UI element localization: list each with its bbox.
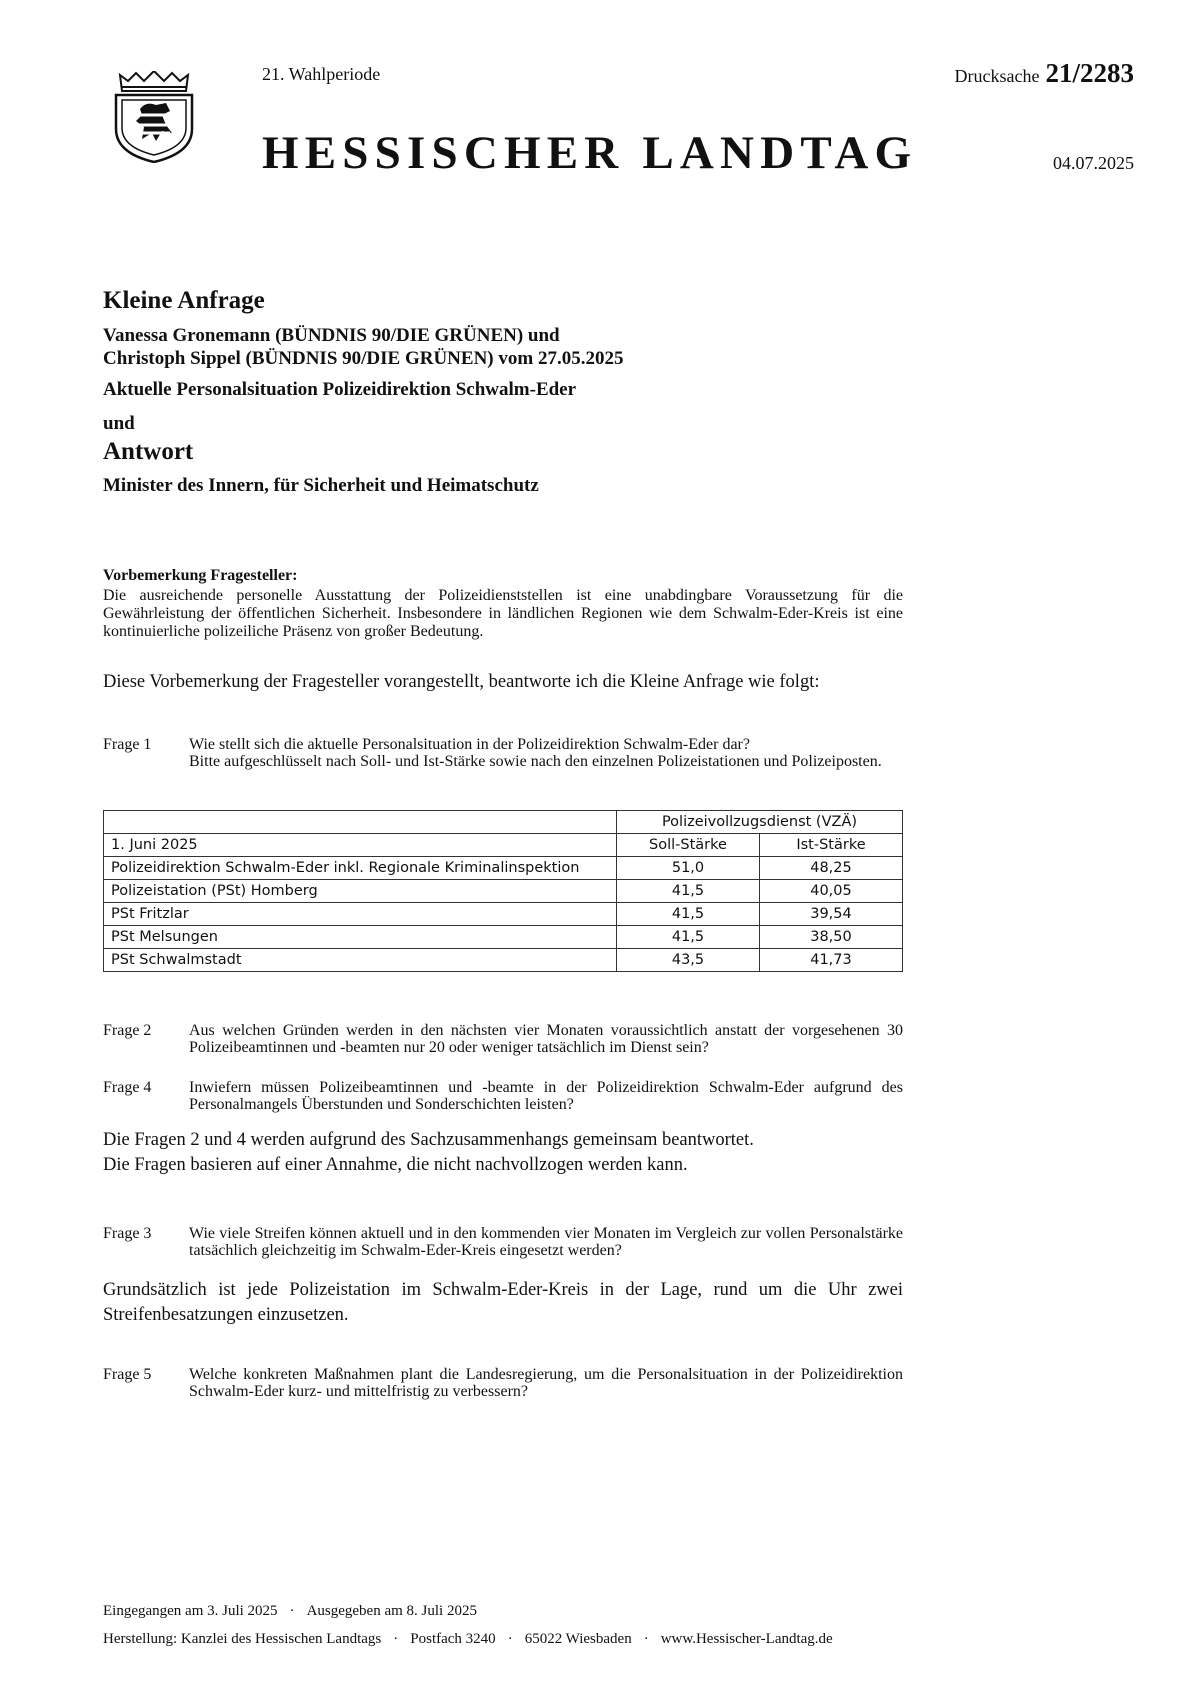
vorbemerkung-text: Die ausreichende personelle Ausstattung der Polizeidienststellen ist eine unabdingbare Voraussetzung für die Gewährleistung der öffentlichen Sicherheit. Insbesondere in ländlichen Regionen wie dem Schwalm-Eder-Kreis ist eine kontinuierliche polizeiliche Präsenz von großer Bedeutung. xyxy=(103,587,903,640)
row-name: PSt Schwalmstadt xyxy=(104,949,617,972)
page-title: HESSISCHER LANDTAG xyxy=(262,127,918,179)
frage-4-text: Inwiefern müssen Polizeibeamtinnen und -beamte in der Polizeidirektion Schwalm-Eder aufgrund des Personalmangels Überstunden und Sonderschichten leisten? xyxy=(189,1079,903,1113)
ort: 65022 Wiesbaden xyxy=(524,1631,632,1647)
frage-1-line-1: Wie stellt sich die aktuelle Personalsituation in der Polizeidirektion Schwalm-Eder dar? xyxy=(189,736,750,753)
antwort-3: Grundsätzlich ist jede Polizeistation im Schwalm-Eder-Kreis in der Lage, rund um die Uhr zwei Streifenbesatzungen einzusetzen. xyxy=(103,1280,903,1325)
drucksache-number xyxy=(955,58,1134,89)
drucksache-nr: 21/2283 xyxy=(1045,58,1134,88)
col-soll-header: Soll-Stärke xyxy=(617,834,760,857)
eingegangen: Eingegangen am 3. Juli 2025 xyxy=(103,1603,278,1619)
table-row xyxy=(104,880,903,903)
table-row xyxy=(104,949,903,972)
herstellung: Herstellung: Kanzlei des Hessischen Landtags xyxy=(103,1631,382,1647)
row-name: PSt Fritzlar xyxy=(104,903,617,926)
minister-line: Minister des Innern, für Sicherheit und Heimatschutz xyxy=(103,475,539,496)
row-ist: 48,25 xyxy=(760,857,903,880)
frage-5 xyxy=(103,1366,903,1400)
group-header: Polizeivollzugsdienst (VZÄ) xyxy=(617,811,903,834)
row-soll: 41,5 xyxy=(617,880,760,903)
separator: · xyxy=(289,1603,295,1619)
frage-1-line-2: Bitte aufgeschlüsselt nach Soll- und Ist-Stärke sowie nach den einzelnen Polizeistationen und Polizeiposten. xyxy=(189,753,882,770)
kleine-anfrage-heading: Kleine Anfrage xyxy=(103,287,265,314)
frage-4 xyxy=(103,1079,903,1113)
footer xyxy=(103,1597,833,1653)
col-ist-header: Ist-Stärke xyxy=(760,834,903,857)
table-row xyxy=(104,857,903,880)
table-header-row-1 xyxy=(104,811,903,834)
frage-5-label: Frage 5 xyxy=(103,1366,152,1383)
separator: · xyxy=(393,1631,399,1647)
author-line-2: Christoph Sippel (BÜNDNIS 90/DIE GRÜNEN) vom 27.05.2025 xyxy=(103,348,624,369)
frage-1 xyxy=(103,736,903,770)
row-name: PSt Melsungen xyxy=(104,926,617,949)
frage-2-text: Aus welchen Gründen werden in den nächsten vier Monaten voraussichtlich anstatt der vorgesehenen 30 Polizeibeamtinnen und -beamten nur 20 oder weniger tatsächlich im Dienst sein? xyxy=(189,1022,903,1056)
row-name: Polizeistation (PSt) Homberg xyxy=(104,880,617,903)
frage-3 xyxy=(103,1225,903,1259)
vorbemerkung xyxy=(103,567,903,641)
vorbemerkung-title: Vorbemerkung Fragesteller: xyxy=(103,567,298,584)
heading-block xyxy=(103,286,623,497)
antwort-2-4 xyxy=(103,1128,903,1178)
frage-2-label: Frage 2 xyxy=(103,1022,152,1039)
row-ist: 39,54 xyxy=(760,903,903,926)
separator: · xyxy=(643,1631,649,1647)
table-empty-cell xyxy=(104,811,617,834)
postfach: Postfach 3240 xyxy=(410,1631,496,1647)
date-label: 1. Juni 2025 xyxy=(104,834,617,857)
frage-4-label: Frage 4 xyxy=(103,1079,152,1096)
row-soll: 51,0 xyxy=(617,857,760,880)
table-row xyxy=(104,903,903,926)
website-link[interactable]: www.Hessischer-Landtag.de xyxy=(660,1631,833,1647)
row-soll: 43,5 xyxy=(617,949,760,972)
drucksache-label: Drucksache xyxy=(954,66,1040,86)
ausgegeben: Ausgegeben am 8. Juli 2025 xyxy=(306,1603,477,1619)
row-soll: 41,5 xyxy=(617,926,760,949)
antwort-2-4-line-2: Die Fragen basieren auf einer Annahme, die nicht nachvollzogen werden kann. xyxy=(103,1155,688,1175)
frage-3-label: Frage 3 xyxy=(103,1225,152,1242)
row-ist: 41,73 xyxy=(760,949,903,972)
row-ist: 40,05 xyxy=(760,880,903,903)
frage-1-label: Frage 1 xyxy=(103,736,152,753)
hessen-coat-of-arms-icon xyxy=(112,71,196,163)
frage-5-text: Welche konkreten Maßnahmen plant die Landesregierung, um die Personalsituation in der Polizeidirektion Schwalm-Eder kurz- und mittelfristig zu verbessern? xyxy=(189,1366,903,1400)
frage-2 xyxy=(103,1022,903,1056)
table-header-row-2 xyxy=(104,834,903,857)
personal-table xyxy=(103,810,903,972)
antwort-2-4-line-1: Die Fragen 2 und 4 werden aufgrund des Sachzusammenhangs gemeinsam beantwortet. xyxy=(103,1130,754,1150)
und-label: und xyxy=(103,413,135,434)
separator: · xyxy=(507,1631,513,1647)
footer-line-2 xyxy=(103,1625,833,1653)
row-name: Polizeidirektion Schwalm-Eder inkl. Regionale Kriminalinspektion xyxy=(104,857,617,880)
table-row xyxy=(104,926,903,949)
frage-3-text: Wie viele Streifen können aktuell und in den kommenden vier Monaten im Vergleich zur vollen Personalstärke tatsächlich gleichzeitig im Schwalm-Eder-Kreis eingesetzt werden? xyxy=(189,1225,903,1259)
antwort-intro: Diese Vorbemerkung der Fragesteller vorangestellt, beantworte ich die Kleine Anfrage wie folgt: xyxy=(103,672,820,692)
topic-heading: Aktuelle Personalsituation Polizeidirektion Schwalm-Eder xyxy=(103,379,577,400)
row-soll: 41,5 xyxy=(617,903,760,926)
footer-line-1 xyxy=(103,1597,833,1625)
author-line-1: Vanessa Gronemann (BÜNDNIS 90/DIE GRÜNEN) und xyxy=(103,325,560,346)
antwort-heading: Antwort xyxy=(103,438,194,465)
wahlperiode: 21. Wahlperiode xyxy=(262,64,381,84)
document-date: 04.07.2025 xyxy=(1053,153,1134,173)
row-ist: 38,50 xyxy=(760,926,903,949)
